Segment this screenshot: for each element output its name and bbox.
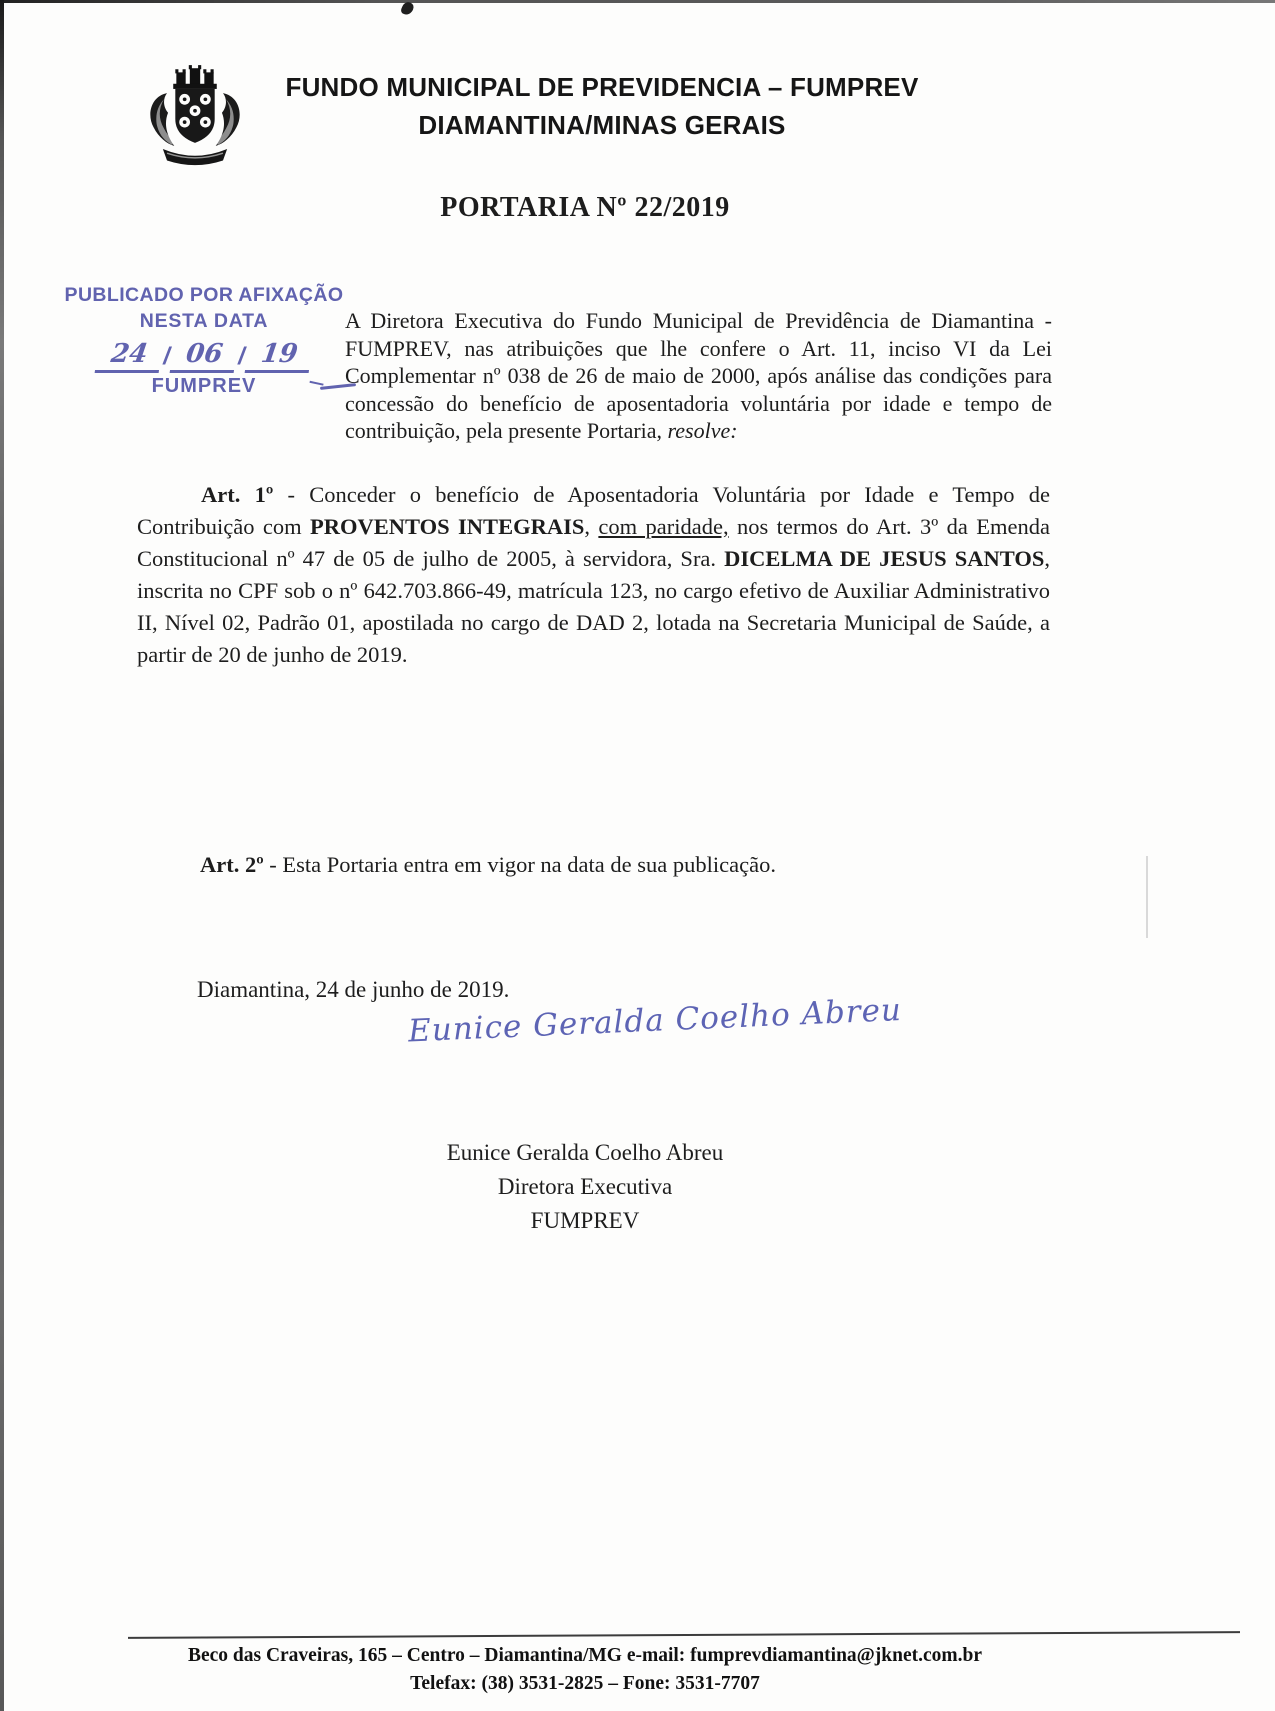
org-location: DIAMANTINA/MINAS GERAIS [418,110,786,140]
document-title: PORTARIA Nº 22/2019 [440,192,730,223]
stamp-org-label: FUMPREV [58,375,350,398]
stamp-text-line1: PUBLICADO POR AFIXAÇÃO [64,284,344,306]
stamp-date-year: 19 [244,339,313,373]
scan-artifact-faint-line [1146,856,1148,938]
place-date-line: Diamantina, 24 de junho de 2019. [197,977,510,1002]
servant-name-bold: DICELMA DE JESUS SANTOS [724,546,1045,571]
signature-block [375,1136,795,1238]
org-name: FUNDO MUNICIPAL DE PREVIDENCIA – FUMPREV [285,72,919,102]
stamp-handwritten-date [58,339,350,373]
scan-artifact-left-edge [0,0,4,1711]
article-1-label: Art. 1º [201,482,274,507]
signer-org: FUMPREV [530,1208,640,1233]
footer-phones: Telefax: (38) 3531-2825 – Fone: 3531-7707 [410,1673,760,1694]
stamp-date-day: 24 [95,339,164,373]
stamp-date-month: 06 [170,339,239,373]
scan-artifact-top-edge [0,0,1275,3]
handwritten-signature: Eunice Geralda Coelho Abreu [407,991,903,1050]
proventos-integrais-bold: PROVENTOS INTEGRAIS [310,514,585,539]
footer-address: Beco das Craveiras, 165 – Centro – Diamantina/MG e-mail: fumprevdiamantina@jknet.com.br [187,1645,983,1666]
stamp-date-slash1: / [163,343,170,370]
article-2-label: Art. 2º [200,852,264,877]
com-paridade-underlined: com paridade, [598,514,729,539]
signer-name: Eunice Geralda Coelho Abreu [446,1140,724,1165]
preamble-paragraph: A Diretora Executiva do Fundo Municipal de Previdência de Diamantina - FUMPREV, nas atribuições que lhe confere o Art. 11, inciso VI da Lei Complementar nº 038 de 26 de maio de 2000, após análise das condições para concessão do benefício de aposentadoria voluntária por idade e tempo de contribuição, pela presente Portaria, resolve: [345,308,1052,443]
publication-stamp [58,284,350,398]
footer-divider [128,1631,1240,1639]
municipal-coat-of-arms-logo [138,62,252,176]
stamp-date-slash2: / [238,343,245,370]
article-2-paragraph: Art. 2º - Esta Portaria entra em vigor na data de sua publicação. [200,852,776,877]
org-header [268,72,936,141]
signer-role: Diretora Executiva [497,1174,673,1199]
resolve-word: resolve: [667,418,738,443]
footer [0,1642,1170,1698]
article-1-paragraph: Art. 1º - Conceder o benefício de Aposentadoria Voluntária por Idade e Tempo de Contribuição com PROVENTOS INTEGRAIS, com paridade, nos termos do Art. 3º da Emenda Constitucional nº 47 de 05 de julho de 2005, à servidora, Sra. DICELMA DE JESUS SANTOS, inscrita no CPF sob o nº 642.703.866-49, matrícula 123, no cargo efetivo de Auxiliar Administrativo II, Nível 02, Padrão 01, apostilada no cargo de DAD 2, lotada na Secretaria Municipal de Saúde, a partir de 20 de junho de 2019. [137,482,1050,667]
stamp-text-line2: NESTA DATA [139,310,269,332]
